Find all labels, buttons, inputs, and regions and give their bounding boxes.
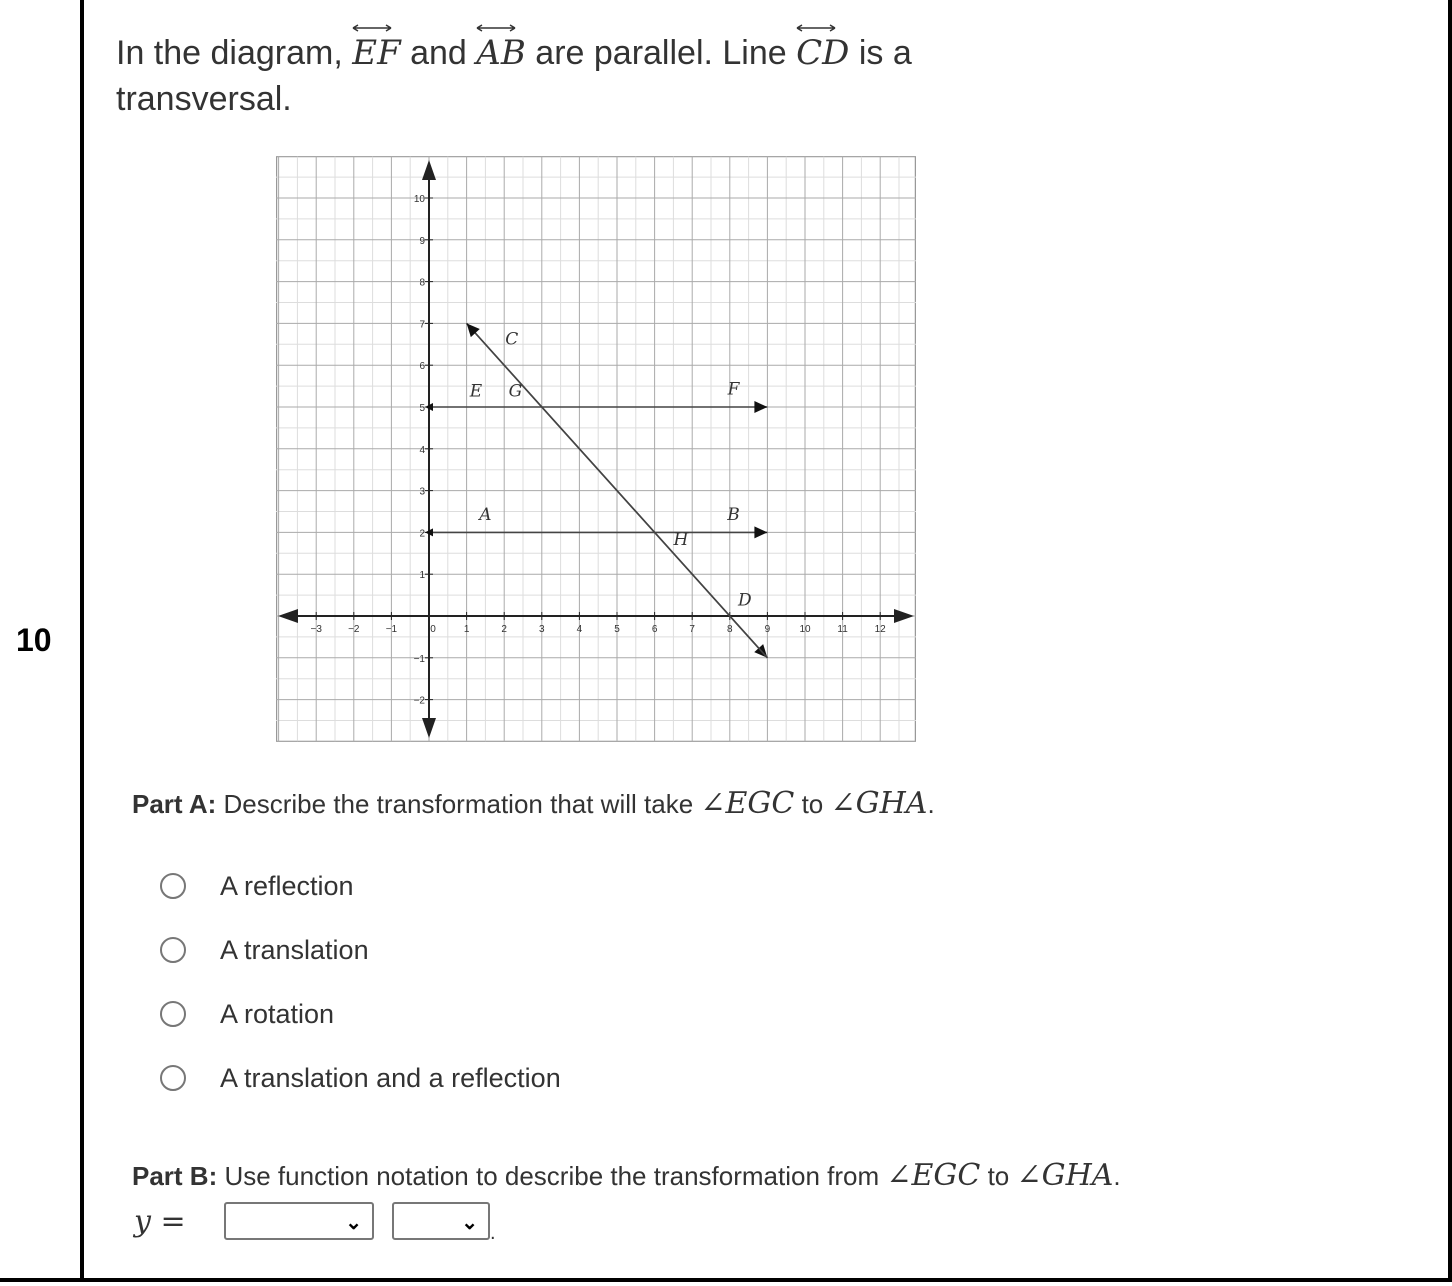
point-label-f: F (727, 379, 740, 400)
point-label-d: D (738, 590, 752, 611)
double-arrow-icon (476, 24, 516, 32)
angle-egc: ∠EGC (886, 1158, 981, 1193)
radio-button[interactable] (160, 937, 186, 963)
answer-equation: y = (134, 1204, 186, 1239)
point-label-a: A (479, 504, 492, 525)
option-translation[interactable]: A translation (160, 930, 369, 970)
part-a-label: Part A: (132, 789, 217, 819)
x-tick-label: 8 (727, 624, 733, 635)
y-tick-label: 4 (419, 444, 425, 456)
y-tick-label: 2 (419, 528, 425, 540)
option-rotation[interactable]: A rotation (160, 994, 334, 1034)
question-number: 10 (16, 622, 52, 658)
function-dropdown-1[interactable] (224, 1202, 374, 1240)
frame-bottom-border (0, 1278, 1452, 1282)
y-tick-label: 5 (419, 403, 425, 414)
x-tick-label: 1 (463, 624, 470, 635)
frame-right-border (1448, 0, 1452, 1282)
x-tick-label: 11 (837, 624, 848, 635)
x-tick-label: 2 (501, 624, 507, 635)
y-tick-label: −2 (413, 695, 425, 707)
point-label-g: G (508, 381, 523, 402)
double-arrow-icon (352, 24, 392, 32)
radio-button[interactable] (160, 1001, 186, 1027)
y-tick-label: 7 (419, 319, 425, 331)
x-tick-label: 9 (764, 624, 771, 635)
part-b-prompt: Part B: Use function notation to describe the transformation from ∠EGC to ∠GHA. (132, 1158, 1121, 1193)
chevron-down-icon: ⌄ (461, 1212, 478, 1234)
option-reflection[interactable]: A reflection (160, 866, 354, 906)
y-tick-label: 8 (419, 277, 425, 289)
coordinate-graph (276, 156, 916, 742)
part-a-prompt: Part A: Describe the transformation that will take ∠EGC to ∠GHA. (132, 786, 935, 821)
x-tick-label: 6 (651, 624, 658, 635)
line-ef: EF (352, 30, 400, 76)
radio-button[interactable] (160, 873, 186, 899)
double-arrow-icon (796, 24, 836, 32)
point-label-c: C (505, 329, 519, 350)
y-tick-label: 10 (413, 194, 425, 205)
radio-button[interactable] (160, 1065, 186, 1091)
angle-egc: ∠EGC (700, 786, 795, 821)
frame-left-border (80, 0, 84, 1282)
y-tick-label: 6 (419, 361, 425, 373)
point-label-b: B (727, 504, 740, 525)
intro-line2: transversal. (116, 80, 292, 118)
angle-gha: ∠GHA (1016, 1158, 1114, 1193)
angle-gha: ∠GHA (830, 786, 928, 821)
x-tick-label: 3 (539, 624, 545, 635)
y-tick-label: 1 (419, 570, 425, 582)
chevron-down-icon: ⌄ (345, 1212, 362, 1234)
line-cd: CD (796, 30, 849, 76)
line-ab: AB (476, 30, 526, 76)
question-intro: In the diagram, EF and AB are parallel. Line CD is a transversal. (116, 30, 1116, 122)
x-tick-label: 12 (874, 624, 886, 635)
period: . (490, 1222, 496, 1244)
x-tick-label: 10 (799, 624, 811, 635)
x-tick-label: −2 (348, 624, 360, 635)
x-tick-label: −3 (310, 624, 322, 635)
x-tick-label: 4 (576, 624, 583, 635)
x-tick-label: 0 (430, 624, 436, 635)
point-label-e: E (469, 381, 483, 402)
y-tick-label: −1 (413, 653, 425, 665)
y-tick-label: 9 (419, 235, 425, 247)
x-tick-label: −1 (385, 624, 398, 635)
option-translation-reflection[interactable]: A translation and a reflection (160, 1058, 561, 1098)
x-tick-label: 5 (614, 624, 620, 635)
part-b-label: Part B: (132, 1161, 218, 1191)
point-label-h: H (673, 529, 689, 550)
x-tick-label: 7 (689, 624, 695, 635)
function-dropdown-2[interactable] (392, 1202, 490, 1240)
y-tick-label: 3 (419, 486, 425, 498)
